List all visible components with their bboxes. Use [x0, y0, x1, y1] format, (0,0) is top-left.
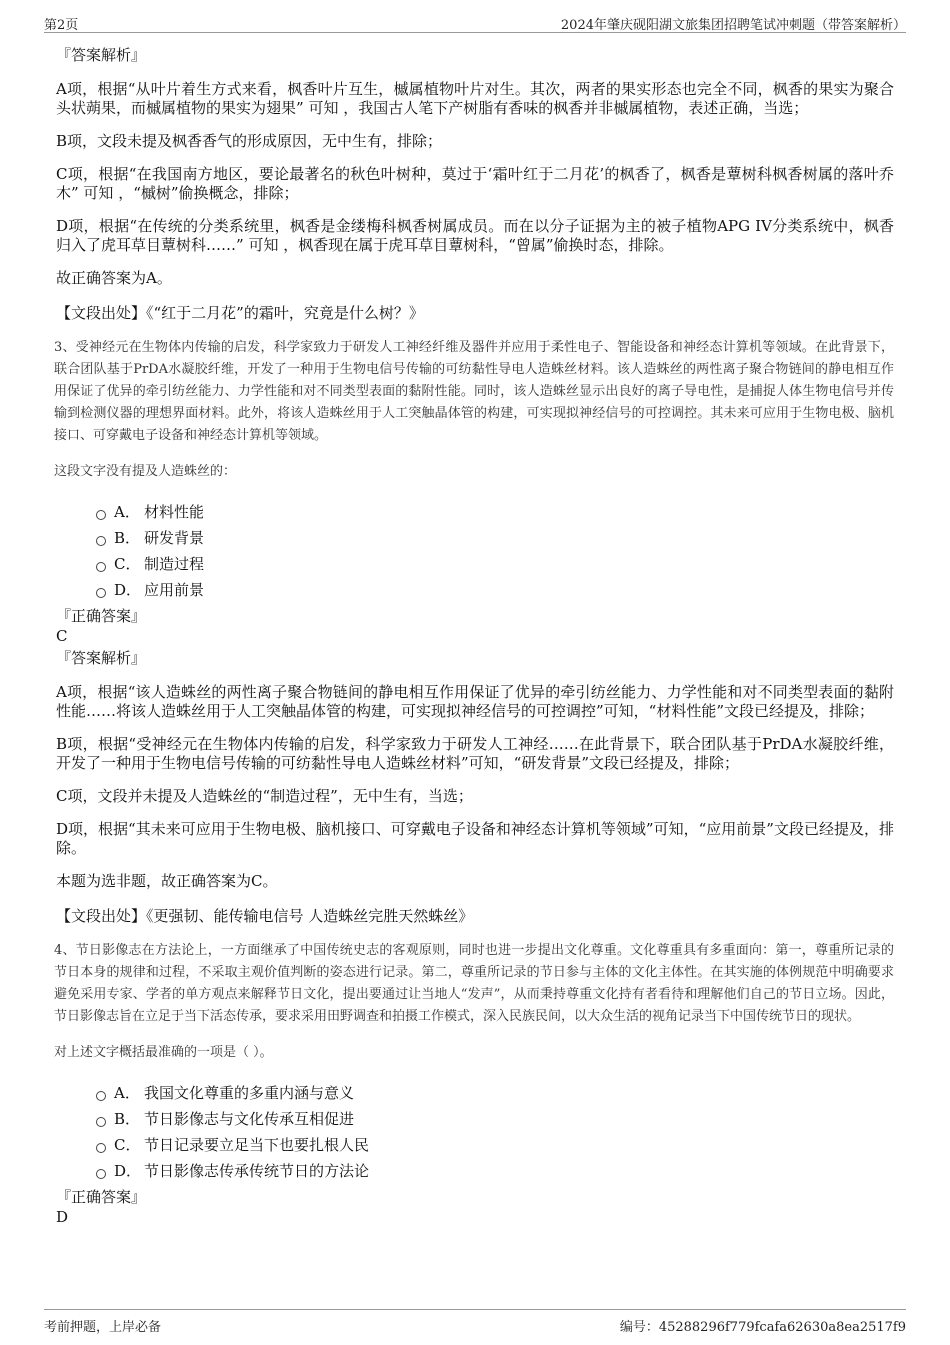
option-text: 节日记录要立足当下也要扎根人民 [144, 1136, 370, 1154]
conclusion-paragraph: 本题为选非题，故正确答案为C。 [56, 872, 278, 890]
option-b[interactable] [96, 525, 894, 551]
radio-icon[interactable] [96, 562, 106, 572]
option-c[interactable] [96, 1132, 894, 1158]
question-3-text: 3、受神经元在生物体内传输的启发，科学家致力于研发人工神经纤维及器件并应用于柔性电子、智能设备和神经态计算机等领域。在此背景下，联合团队基于PrDA水凝胶纤维，开发了一种用于生物电信号传输的可纺黏性导电人造蛛丝材料。该人造蛛丝的两性离子聚合物链间的静电相互作用保证了优异的牵引纺丝能力、力学性能和对不同类型表面的黏附性能。同时，该人造蛛丝显示出良好的离子导电性，是捕捉人体生物电信号并传输到检测仪器的理想界面材料。此外，将该人造蛛丝用于人工突触晶体管的构建，可实现拟神经信号的可控调控。其未来可应用于生物电极、脑机接口、可穿戴电子设备和神经态计算机等领域。 [54, 340, 894, 443]
option-letter: A． [114, 1084, 140, 1102]
question-3-prompt: 这段文字没有提及人造蛛丝的： [54, 464, 237, 479]
radio-icon[interactable] [96, 510, 106, 520]
correct-answer: D [56, 1208, 69, 1226]
option-b[interactable] [96, 1106, 894, 1132]
conclusion-paragraph: 故正确答案为A。 [56, 269, 172, 287]
option-letter: D． [114, 1162, 142, 1180]
radio-icon[interactable] [96, 1117, 106, 1127]
option-letter: C． [114, 555, 141, 573]
source-citation: 【文段出处】《更强韧、能传输电信号 人造蛛丝完胜天然蛛丝》 [56, 907, 474, 925]
option-text: 制造过程 [144, 555, 205, 573]
page-header [44, 12, 906, 33]
radio-icon[interactable] [96, 1169, 106, 1179]
correct-answer-label: 『正确答案』 [56, 1188, 147, 1206]
radio-icon[interactable] [96, 1143, 106, 1153]
question-4-text: 4、节日影像志在方法论上，一方面继承了中国传统史志的客观原则，同时也进一步提出文化尊重。文化尊重具有多重面向：第一，尊重所记录的节日本身的规律和过程，不采取主观价值判断的姿态进行记录。第二，尊重所记录的节日参与主体的文化主体性。在其实施的体例规范中明确要求避免采用专家、学者的单方观点来解释节日文化，提出要通过让当地人“发声”，从而秉持尊重文化持有者看待和理解他们自己的节日立场。因此，节日影像志旨在立足于当下活态传承，要求采用田野调查和拍摄工作模式，深入民族民间，以大众生活的视角记录当下中国传统节日的现状。 [54, 943, 894, 1024]
page-number: 第2页 [44, 18, 79, 33]
question-4-prompt: 对上述文字概括最准确的一项是（ ）。 [54, 1045, 273, 1060]
page-content [56, 42, 894, 1226]
analysis-paragraph: D项，根据“其未来可应用于生物电极、脑机接口、可穿戴电子设备和神经态计算机等领域”可知，“应用前景”文段已经提及，排除。 [56, 820, 894, 857]
document-id: 编号：45288296f779fcafa62630a8ea2517f9 [619, 1320, 906, 1335]
analysis-paragraph: A项，根据“该人造蛛丝的两性离子聚合物链间的静电相互作用保证了优异的牵引纺丝能力、力学性能和对不同类型表面的黏附性能……将该人造蛛丝用于人工突触晶体管的构建，可实现拟神经信号的可控调控”可知，“材料性能”文段已经提及，排除； [56, 683, 894, 720]
correct-answer: C [56, 627, 68, 645]
radio-icon[interactable] [96, 536, 106, 546]
option-letter: B． [114, 1110, 141, 1128]
option-text: 材料性能 [144, 503, 205, 521]
document-title: 2024年肇庆砚阳湖文旅集团招聘笔试冲刺题（带答案解析） [560, 18, 906, 33]
analysis-paragraph: B项，根据“受神经元在生物体内传输的启发，科学家致力于研发人工神经……在此背景下，联合团队基于PrDA水凝胶纤维，开发了一种用于生物电信号传输的可纺黏性导电人造蛛丝材料”可知，“研发背景”文段已经提及，排除； [56, 735, 894, 772]
option-d[interactable] [96, 577, 894, 603]
question-4-options [96, 1080, 894, 1184]
analysis-paragraph: C项，根据“在我国南方地区，要论最著名的秋色叶树种，莫过于‘霜叶红于二月花’的枫香了，枫香是蕈树科枫香树属的落叶乔木” 可知 ，“槭树”偷换概念，排除； [56, 165, 894, 202]
analysis-paragraph: A项，根据“从叶片着生方式来看，枫香叶片互生，槭属植物叶片对生。其次，两者的果实形态也完全不同，枫香的果实为聚合头状蒴果，而槭属植物的果实为翅果” 可知 ，我国古人笔下产树脂有香味的枫香并非槭属植物，表述正确，当选； [56, 80, 894, 117]
analysis-paragraph: C项，文段并未提及人造蛛丝的“制造过程”，无中生有，当选； [56, 787, 473, 805]
option-c[interactable] [96, 551, 894, 577]
option-letter: A． [114, 503, 140, 521]
option-text: 节日影像志与文化传承互相促进 [144, 1110, 355, 1128]
radio-icon[interactable] [96, 1091, 106, 1101]
option-letter: D． [114, 581, 142, 599]
option-text: 应用前景 [144, 581, 205, 599]
footer-slogan: 考前押题，上岸必备 [44, 1320, 162, 1335]
option-letter: C． [114, 1136, 141, 1154]
option-letter: B． [114, 529, 141, 547]
option-text: 我国文化尊重的多重内涵与意义 [144, 1084, 355, 1102]
analysis-paragraph: B项，文段未提及枫香香气的形成原因，无中生有，排除； [56, 132, 443, 150]
correct-answer-label: 『正确答案』 [56, 607, 147, 625]
option-a[interactable] [96, 1080, 894, 1106]
page-footer [44, 1309, 906, 1336]
option-text: 研发背景 [144, 529, 205, 547]
option-a[interactable] [96, 499, 894, 525]
analysis-label: 『答案解析』 [56, 46, 147, 64]
radio-icon[interactable] [96, 588, 106, 598]
question-3-options [96, 499, 894, 603]
option-text: 节日影像志传承传统节日的方法论 [144, 1162, 370, 1180]
option-d[interactable] [96, 1158, 894, 1184]
analysis-label: 『答案解析』 [56, 649, 147, 667]
source-citation: 【文段出处】《“红于二月花”的霜叶，究竟是什么树？》 [56, 304, 424, 322]
analysis-paragraph: D项，根据“在传统的分类系统里，枫香是金缕梅科枫香树属成员。而在以分子证据为主的被子植物APG IV分类系统中，枫香归入了虎耳草目蕈树科……” 可知 ，枫香现在属于虎耳草目蕈树科，“曾属”偷换时态，排除。 [56, 217, 894, 254]
